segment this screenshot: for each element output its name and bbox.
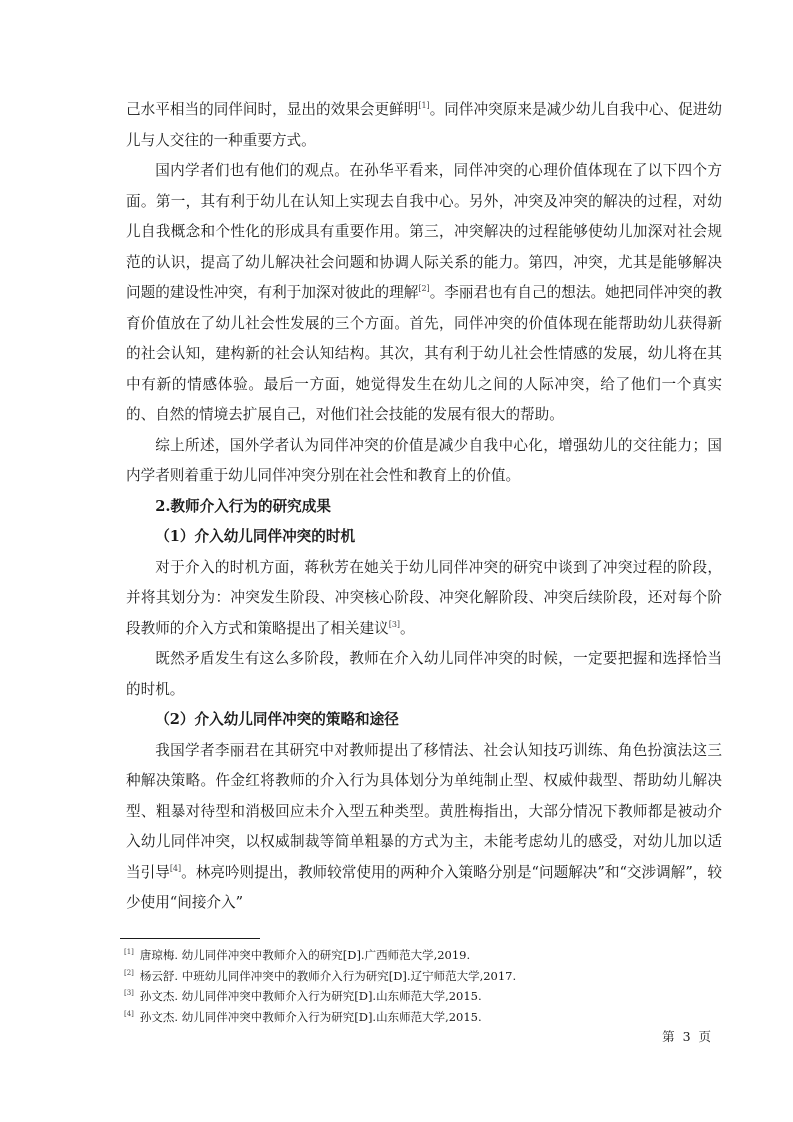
footnote xyxy=(124,1007,724,1028)
footnote-marker: [1] xyxy=(124,948,134,957)
text-segment: 。 xyxy=(400,619,415,637)
text-segment: 。李丽君也有自己的想法。她把同伴冲突的教育价值放在了幼儿社会性发展的三个方面。首先，同伴冲突的价值体现在能帮助幼儿获得新的社会认知，建构新的社会认知结构。其次，其有利于幼儿社会性情感的发展，幼儿将在其中有新的情感体验。最后一方面，她觉得发生在幼儿之间的人际冲突，给了他们一个真实的、自然的情境去扩展自己，对他们社会技能的发展有很大的帮助。 xyxy=(126,284,722,423)
citation-marker[interactable]: [2] xyxy=(418,284,430,294)
text-segment: （1）介入幼儿同伴冲突的时机 xyxy=(155,528,356,545)
footnote-marker: [2] xyxy=(124,968,134,977)
section-heading xyxy=(126,522,722,553)
text-segment: 2.教师介入行为的研究成果 xyxy=(155,497,331,515)
text-segment: （2）介入幼儿同伴冲突的策略和途径 xyxy=(155,711,399,728)
text-segment: 既然矛盾发生有这么多阶段，教师在介入幼儿同伴冲突的时候，一定要把握和选择恰当的时机。 xyxy=(126,650,722,698)
text-segment: 己水平相当的同伴间时，显出的效果会更鲜明 xyxy=(126,101,419,118)
paragraph xyxy=(126,736,722,919)
paragraph xyxy=(126,431,722,492)
paragraph xyxy=(126,156,722,431)
page-number: 第 3 页 xyxy=(662,1029,713,1044)
footnote xyxy=(124,966,724,987)
text-segment: 综上所述，国外学者认为同伴冲突的价值是减少自我中心化，增强幼儿的交往能力；国内学者则着重于幼儿同伴冲突分别在社会性和教育上的价值。 xyxy=(126,436,722,484)
footnote xyxy=(124,986,724,1007)
paragraph xyxy=(126,95,722,156)
footnotes xyxy=(124,945,724,1027)
footnote-marker: [4] xyxy=(124,1009,134,1018)
footnote-text: 孙文杰. 幼儿同伴冲突中教师介入行为研究[D].山东师范大学,2015. xyxy=(139,989,482,1003)
footnote-divider xyxy=(120,938,260,939)
text-segment: 。同伴冲突原来是减少幼儿自我中心、促进幼儿与人交往的一种重要方式。 xyxy=(126,101,722,149)
footnote xyxy=(124,945,724,966)
text-segment: 我国学者李丽君在其研究中对教师提出了移情法、社会认知技巧训练、角色扮演法这三种解决策略。仵金红将教师的介入行为具体划分为单纯制止型、权威仲裁型、帮助幼儿解决型、粗暴对待型和消极回应未介入型五种类型。黄胜梅指出，大部分情况下教师都是被动介入幼儿同伴冲突，以权威制裁等简单粗暴的方式为主，未能考虑幼儿的感受，对幼儿加以适当引导 xyxy=(126,741,722,881)
section-heading xyxy=(126,492,722,523)
text-segment: 国内学者们也有他们的观点。在孙华平看来，同伴冲突的心理价值体现在了以下四个方面。第一，其有利于幼儿在认知上实现去自我中心。另外，冲突及冲突的解决的过程，对幼儿自我概念和个性化的形成具有重要作用。第三，冲突解决的过程能够使幼儿加深对社会规范的认识，提高了幼儿解决社会问题和协调人际关系的能力。第四，冲突，尤其是能够解决问题的建设性冲突，有利于加深对彼此的理解 xyxy=(126,162,722,301)
text-segment: 。林亮吟则提出，教师较常使用的两种介入策略分别是“问题解决”和“交涉调解”，较少使用“间接介入” xyxy=(126,863,722,911)
citation-marker[interactable]: [3] xyxy=(388,619,401,629)
footnote-marker: [3] xyxy=(124,989,134,998)
paragraph xyxy=(126,644,722,705)
footnote-text: 孙文杰. 幼儿同伴冲突中教师介入行为研究[D].山东师范大学,2015. xyxy=(139,1009,482,1024)
section-heading xyxy=(126,705,722,736)
citation-marker[interactable]: [1] xyxy=(418,101,430,111)
body-text xyxy=(126,95,722,919)
footnote-text: 唐琼梅. 幼儿同伴冲突中教师介入的研究[D].广西师范大学,2019. xyxy=(139,948,471,962)
text-segment: 对于介入的时机方面，蒋秋芳在她关于幼儿同伴冲突的研究中谈到了冲突过程的阶段，并将其划分为：冲突发生阶段、冲突核心阶段、冲突化解阶段、冲突后续阶段，还对每个阶段教师的介入方式和策略提出了相关建议 xyxy=(126,558,722,637)
citation-marker[interactable]: [4] xyxy=(169,863,182,873)
footnote-text: 杨云舒. 中班幼儿同伴冲突中的教师介入行为研究[D].辽宁师范大学,2017. xyxy=(139,968,517,983)
paragraph xyxy=(126,553,722,645)
